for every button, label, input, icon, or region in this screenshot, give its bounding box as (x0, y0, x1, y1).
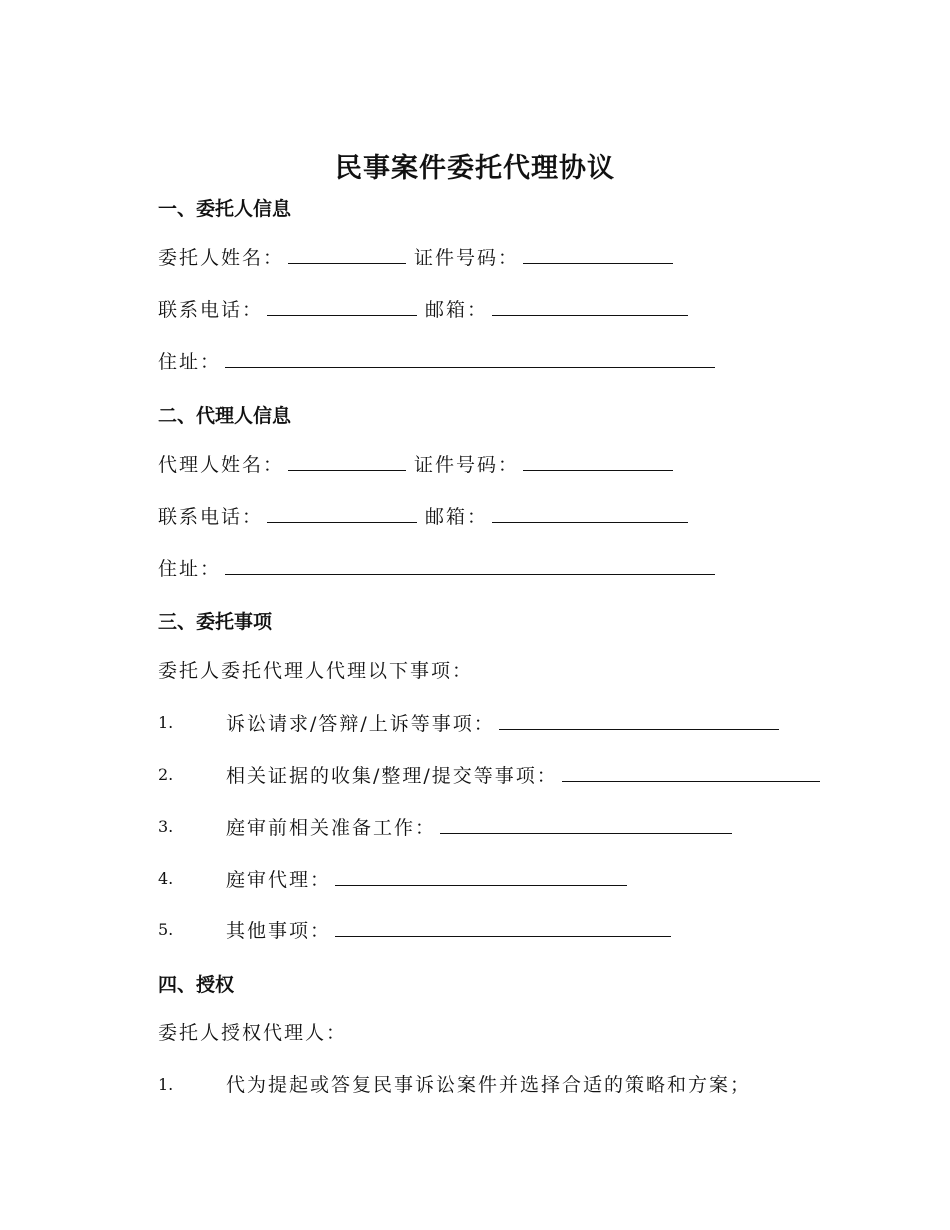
document-title: 民事案件委托代理协议 (335, 153, 615, 184)
matter-label: 庭审代理： (226, 869, 332, 891)
agent-id-field[interactable] (523, 451, 673, 471)
principal-email-field[interactable] (492, 296, 688, 316)
authorization-item: 代为提起或答复民事诉讼案件并选择合适的策略和方案； (226, 1074, 752, 1096)
principal-id-field[interactable] (523, 244, 673, 264)
matter-field[interactable] (440, 814, 732, 834)
agent-email-field[interactable] (492, 503, 688, 523)
matter-label: 相关证据的收集/整理/提交等事项： (226, 765, 558, 787)
authorization-intro: 委托人授权代理人： (158, 1022, 348, 1044)
principal-name-id-row (158, 244, 681, 270)
matter-number: 3. (158, 817, 174, 836)
matter-label: 其他事项： (226, 920, 332, 942)
agent-name-label: 代理人姓名： (158, 454, 285, 476)
matter-item (226, 866, 635, 892)
section-heading-principal: 一、委托人信息 (158, 198, 292, 220)
principal-phone-field[interactable] (267, 296, 417, 316)
matter-item (226, 762, 828, 788)
matter-field[interactable] (335, 917, 671, 937)
section-heading-authorization: 四、授权 (158, 974, 235, 996)
principal-name-label: 委托人姓名： (158, 247, 285, 269)
principal-address-label: 住址： (158, 351, 222, 373)
agent-address-row (158, 555, 723, 581)
principal-phone-email-row (158, 296, 696, 322)
agent-phone-field[interactable] (267, 503, 417, 523)
agent-phone-label: 联系电话： (158, 506, 264, 528)
agent-phone-email-row (158, 503, 696, 529)
matter-number: 1. (158, 713, 174, 732)
matter-number: 4. (158, 869, 174, 888)
principal-name-field[interactable] (288, 244, 406, 264)
matter-field[interactable] (499, 710, 779, 730)
principal-email-label: 邮箱： (425, 299, 489, 321)
principal-address-field[interactable] (225, 348, 715, 368)
matters-intro: 委托人委托代理人代理以下事项： (158, 660, 474, 682)
agent-id-label: 证件号码： (414, 454, 520, 476)
authorization-number: 1. (158, 1075, 174, 1094)
agent-address-field[interactable] (225, 555, 715, 575)
matter-field[interactable] (562, 762, 820, 782)
matter-item (226, 917, 679, 943)
principal-address-row (158, 348, 723, 374)
agent-name-id-row (158, 451, 681, 477)
matter-item (226, 814, 740, 840)
agent-email-label: 邮箱： (425, 506, 489, 528)
principal-id-label: 证件号码： (414, 247, 520, 269)
matter-number: 5. (158, 920, 174, 939)
matter-item (226, 710, 787, 736)
matter-label: 诉讼请求/答辩/上诉等事项： (226, 713, 495, 735)
agent-address-label: 住址： (158, 558, 222, 580)
section-heading-agent: 二、代理人信息 (158, 405, 292, 427)
principal-phone-label: 联系电话： (158, 299, 264, 321)
matter-field[interactable] (335, 866, 627, 886)
matter-number: 2. (158, 765, 174, 784)
matter-label: 庭审前相关准备工作： (226, 817, 437, 839)
agent-name-field[interactable] (288, 451, 406, 471)
section-heading-matters: 三、委托事项 (158, 611, 273, 633)
